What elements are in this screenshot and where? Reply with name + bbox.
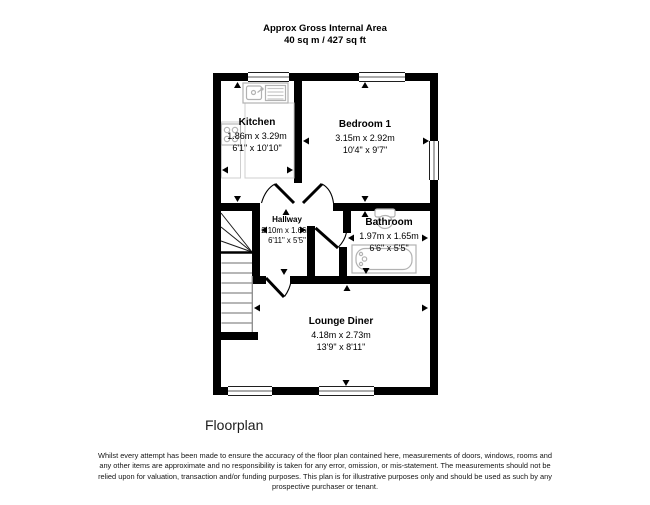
area-header-line1: Approx Gross Internal Area bbox=[263, 23, 387, 34]
bedroom-arrow-left-icon bbox=[303, 138, 309, 145]
room-size-imperial: 10'4" x 9'7" bbox=[342, 144, 388, 155]
bedroom-arrow-right-icon bbox=[423, 138, 429, 145]
bedroom-arrow-down-icon bbox=[362, 196, 369, 202]
staircase bbox=[221, 213, 252, 332]
stair-winders bbox=[221, 213, 252, 252]
disclaimer-line: relied upon for valuation, transaction and/or funding purposes. This plan is for illustrative purposes only and should be used as such by any bbox=[98, 471, 552, 481]
disclaimer-line: Whilst every attempt has been made to ensure the accuracy of the floor plan contained here, measurements of doors, windows, rooms and bbox=[98, 451, 552, 460]
room-size-metric: 3.15m x 2.92m bbox=[335, 132, 395, 143]
room-size-imperial: 6'6" x 5'5" bbox=[369, 242, 409, 253]
bedroom-door-swing bbox=[303, 184, 334, 203]
room-name: Bedroom 1 bbox=[338, 119, 392, 130]
disclaimer-line: prospective purchaser or tenant. bbox=[272, 482, 378, 492]
room-label-hallway bbox=[250, 215, 324, 247]
lounge-door-swing bbox=[266, 278, 291, 297]
room-label-lounge-diner bbox=[291, 316, 391, 353]
bedroom-arrow-up-icon bbox=[362, 82, 369, 88]
area-header-line2: 40 sq m / 427 sq ft bbox=[284, 34, 366, 46]
room-size-metric: 1.86m x 3.29m bbox=[227, 130, 287, 141]
kitchen-arrow-down-icon bbox=[234, 196, 241, 202]
hallway-arrow-down-icon bbox=[281, 269, 288, 275]
lounge-arrow-down-icon bbox=[343, 380, 350, 386]
kitchen-arrow-left-icon bbox=[222, 167, 228, 174]
disclaimer-line: any other items are approximate and no responsibility is taken for any error, omission, or mis-statement. The measurements should not be bbox=[99, 461, 551, 471]
kitchen-door-swing bbox=[262, 184, 295, 203]
floorplan-caption: Floorplan bbox=[205, 417, 264, 433]
room-size-metric: 2.10m x 1.66m bbox=[261, 225, 313, 235]
room-label-bathroom bbox=[344, 217, 434, 254]
room-name: Hallway bbox=[272, 215, 302, 224]
room-label-bedroom1 bbox=[315, 119, 415, 156]
lounge-arrow-right-icon bbox=[422, 305, 428, 312]
room-label-kitchen bbox=[213, 117, 301, 154]
stair-treads bbox=[222, 263, 253, 332]
lounge-arrow-left-icon bbox=[254, 305, 260, 312]
sink-icon bbox=[243, 83, 288, 103]
room-size-metric: 1.97m x 1.65m bbox=[359, 230, 419, 241]
kitchen-arrow-up-icon bbox=[234, 82, 241, 88]
kitchen-arrow-right-icon bbox=[287, 167, 293, 174]
room-size-imperial: 13'9" x 8'11" bbox=[316, 341, 366, 352]
room-name: Bathroom bbox=[365, 217, 413, 228]
room-size-imperial: 6'1" x 10'10" bbox=[232, 142, 282, 153]
room-name: Lounge Diner bbox=[308, 316, 374, 327]
room-size-imperial: 6'11" x 5'5" bbox=[268, 236, 306, 245]
room-size-metric: 4.18m x 2.73m bbox=[311, 329, 371, 340]
room-name: Kitchen bbox=[238, 117, 276, 128]
lounge-arrow-up-icon bbox=[344, 285, 351, 291]
disclaimer bbox=[0, 451, 650, 493]
